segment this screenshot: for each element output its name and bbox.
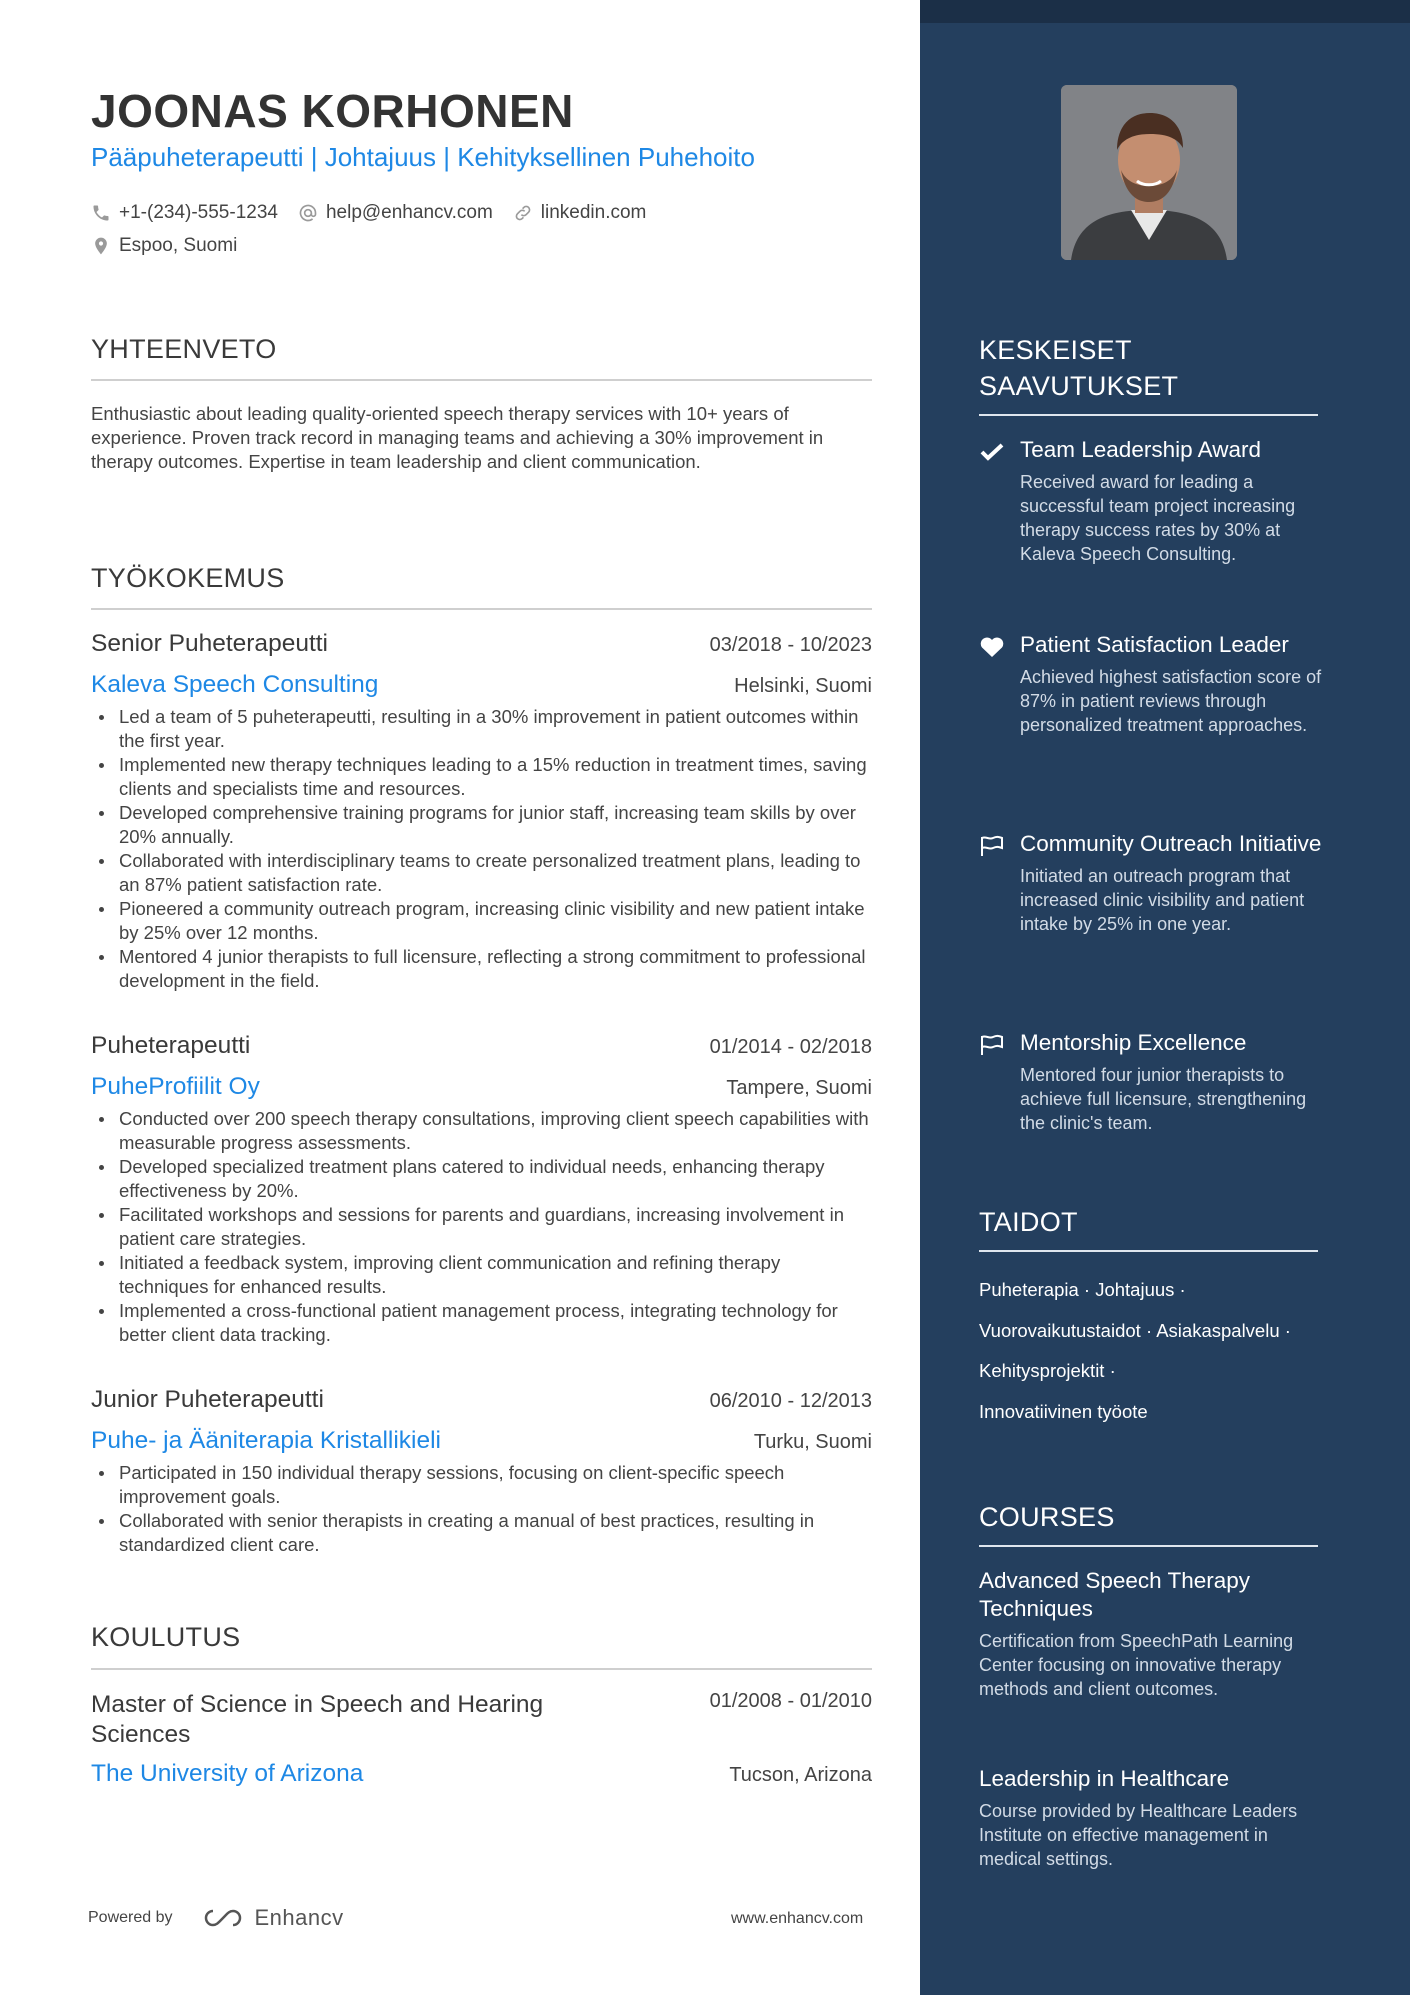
achievements-heading-line: SAAVUTUKSET (979, 371, 1179, 401)
job-title: Puheterapeutti (91, 1032, 251, 1059)
location-contact (91, 235, 237, 257)
job-location: Helsinki, Suomi (734, 675, 872, 697)
achievements-heading (979, 332, 1178, 404)
email-address: help@enhancv.com (325, 201, 493, 223)
section-divider (91, 379, 872, 381)
footer-website[interactable]: www.enhancv.com (731, 1910, 864, 1927)
job-location: Turku, Suomi (753, 1431, 872, 1453)
profile-photo (1061, 85, 1237, 260)
education-entry (91, 1690, 872, 1788)
bullet-item: Led a team of 5 puheterapeutti, resulting in a 30% improvement in patient outcomes within the first year. (91, 705, 872, 753)
achievement-title: Team Leadership Award (1020, 437, 1261, 462)
location-pin-icon (91, 236, 111, 256)
job-title: Junior Puheterapeutti (91, 1386, 324, 1413)
job-entry (91, 1032, 872, 1347)
education-heading: KOULUTUS (91, 1622, 241, 1652)
powered-by-label: Powered by (88, 1909, 173, 1926)
summary-heading: YHTEENVETO (91, 334, 277, 364)
linkedin-contact[interactable] (513, 202, 647, 224)
job-dates: 03/2018 - 10/2023 (709, 634, 872, 656)
linkedin-url: linkedin.com (540, 201, 647, 223)
flag-icon (979, 835, 1005, 857)
candidate-name: JOONAS KORHONEN (91, 85, 574, 137)
job-entry (91, 630, 872, 993)
degree-title: Master of Science in Speech and Hearing Sciences (91, 1691, 544, 1748)
courses-heading: COURSES (979, 1502, 1115, 1532)
skills-line: Innovatiivinen työote (979, 1400, 1148, 1422)
skills-heading: TAIDOT (979, 1207, 1078, 1237)
sidebar (920, 0, 1410, 1995)
achievement-title: Mentorship Excellence (1020, 1030, 1247, 1055)
course-title: Leadership in Healthcare (979, 1766, 1230, 1791)
email-contact[interactable] (298, 202, 493, 224)
achievement-item (979, 830, 1324, 936)
company-name[interactable]: Puhe- ja Ääniterapia Kristallikieli (91, 1427, 441, 1454)
location-text: Espoo, Suomi (119, 234, 238, 256)
achievement-description: Initiated an outreach program that increased clinic visibility and patient intake by 25% in one year. (1020, 866, 1305, 934)
job-bullets (91, 1107, 872, 1347)
section-divider (979, 1250, 1318, 1252)
contact-info (91, 196, 891, 262)
phone-contact[interactable] (91, 202, 278, 224)
section-divider (979, 1545, 1318, 1547)
education-dates: 01/2008 - 01/2010 (709, 1690, 872, 1712)
bullet-item: Participated in 150 individual therapy sessions, focusing on client-specific speech improvement goals. (91, 1461, 872, 1509)
course-description: Certification from SpeechPath Learning Center focusing on innovative therapy methods and client outcomes. (979, 1631, 1294, 1699)
achievement-item (979, 1029, 1324, 1135)
job-entry (91, 1386, 872, 1557)
job-dates: 06/2010 - 12/2013 (709, 1390, 872, 1412)
section-divider (91, 608, 872, 610)
company-name[interactable]: Kaleva Speech Consulting (91, 671, 379, 698)
job-dates: 01/2014 - 02/2018 (709, 1036, 872, 1058)
school-location: Tucson, Arizona (729, 1764, 872, 1786)
achievement-description: Received award for leading a successful team project increasing therapy success rates by 30% at Kaleva Speech Consulting. (1020, 472, 1296, 564)
experience-heading: TYÖKOKEMUS (91, 563, 285, 593)
section-divider (91, 1668, 872, 1670)
bullet-item: Facilitated workshops and sessions for parents and guardians, increasing involvement in patient care strategies. (91, 1203, 872, 1251)
skills-line: Kehitysprojektit · (979, 1360, 1116, 1381)
bullet-item: Developed specialized treatment plans catered to individual needs, enhancing therapy effectiveness by 20%. (91, 1155, 872, 1203)
company-name[interactable]: PuheProfiilit Oy (91, 1073, 260, 1100)
footer-branding (88, 1905, 344, 1931)
bullet-item: Mentored 4 junior therapists to full licensure, reflecting a strong commitment to professional development in the field. (91, 945, 872, 993)
achievement-title: Community Outreach Initiative (1020, 831, 1322, 856)
enhancv-logo[interactable] (199, 1905, 344, 1931)
bullet-item: Initiated a feedback system, improving client communication and refining therapy techniques for enhanced results. (91, 1251, 872, 1299)
bullet-item: Conducted over 200 speech therapy consultations, improving client speech capabilities with measurable progress assessments. (91, 1107, 872, 1155)
phone-number: +1-(234)-555-1234 (119, 201, 278, 223)
achievement-title: Patient Satisfaction Leader (1020, 632, 1289, 657)
job-location: Tampere, Suomi (726, 1077, 872, 1099)
job-bullets (91, 1461, 872, 1557)
check-icon (979, 441, 1005, 463)
skills-line: Puheterapia · Johtajuus · (979, 1279, 1186, 1300)
course-description: Course provided by Healthcare Leaders Institute on effective management in medical settings. (979, 1801, 1298, 1869)
skills-line: Vuorovaikutustaidot · Asiakaspalvelu · (979, 1319, 1291, 1341)
job-title: Senior Puheterapeutti (91, 630, 328, 657)
avatar (1061, 85, 1237, 260)
course-title: Advanced Speech Therapy Techniques (979, 1568, 1251, 1621)
achievements-heading-line: KESKEISET (979, 335, 1132, 365)
course-item (979, 1765, 1319, 1871)
at-icon (298, 203, 318, 223)
bullet-item: Collaborated with interdisciplinary teams to create personalized treatment plans, leading to an 87% patient satisfaction rate. (91, 849, 872, 897)
job-bullets (91, 705, 872, 993)
skills-list (979, 1270, 1339, 1432)
link-icon (513, 203, 533, 223)
sidebar-top-bar (920, 0, 1410, 23)
bullet-item: Implemented a cross-functional patient management process, integrating technology for better client data tracking. (91, 1299, 872, 1347)
brand-name: Enhancv (254, 1905, 344, 1930)
achievement-item (979, 631, 1324, 737)
heart-icon (979, 636, 1005, 658)
headline: Pääpuheterapeutti | Johtajuus | Kehityksellinen Puhehoito (91, 142, 755, 172)
summary-text: Enthusiastic about leading quality-oriented speech therapy services with 10+ years of experience. Proven track record in managing teams and achieving a 30% improvement in therapy outcomes. Expertise in team leadership and client communication. (91, 403, 824, 472)
section-divider (979, 414, 1318, 416)
achievement-description: Mentored four junior therapists to achieve full licensure, strengthening the clinic's team. (1020, 1065, 1307, 1133)
achievement-item (979, 436, 1324, 566)
bullet-item: Pioneered a community outreach program, increasing clinic visibility and new patient intake by 25% over 12 months. (91, 897, 872, 945)
school-name[interactable]: The University of Arizona (91, 1760, 364, 1787)
bullet-item: Developed comprehensive training programs for junior staff, increasing team skills by over 20% annually. (91, 801, 872, 849)
phone-icon (91, 203, 111, 223)
bullet-item: Implemented new therapy techniques leading to a 15% reduction in treatment times, saving clients and specialists time and resources. (91, 753, 872, 801)
course-item (979, 1567, 1319, 1701)
achievement-description: Achieved highest satisfaction score of 87% in patient reviews through personalized treatment approaches. (1020, 667, 1322, 735)
flag-icon (979, 1034, 1005, 1056)
bullet-item: Collaborated with senior therapists in creating a manual of best practices, resulting in standardized client care. (91, 1509, 872, 1557)
enhancv-logo-icon (199, 1906, 247, 1930)
